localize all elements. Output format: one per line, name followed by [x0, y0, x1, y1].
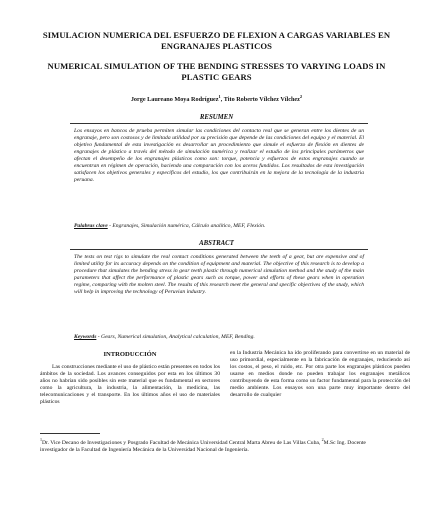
- author-2-footnote-mark: 2: [299, 94, 303, 99]
- keywords-list: - Gears, Numerical simulation, Analytical calculation, MEF, Bending.: [96, 334, 255, 340]
- abstract-heading: ABSTRACT: [199, 240, 234, 247]
- keywords: [74, 334, 364, 341]
- abstract-text: The tests on test rigs to simulate the real contact conditions generated between the teeth of a gear, but are expensive and of limited utility for its accuracy depends on the condition of equipment and material. The objective of this research is to develop a procedure that simulates the bending stress in gear teeth plastic through numerical simulation method and the study of the main parameters that affect the performance of plastic gears such as torque, power and efforts of these gears when in operation regime, comparing with the molten steel. The results of this research meet the general and specific objectives of the study, which will help in improving the technology of Peruvian industry.: [74, 254, 364, 296]
- footnote-divider: [40, 433, 100, 434]
- palabras-clave-label: Palabras clave: [74, 223, 108, 229]
- title-spanish: SIMULACION NUMERICA DEL ESFUERZO DE FLEXION A CARGAS VARIABLES EN ENGRANAJES PLASTICOS: [42, 30, 391, 51]
- footnote-1: Dr. Vice Decano de Investigaciones y Posgrado Facultad de Mecánica Universidad Central Marta Abreu de Las Villas Cuba,: [42, 439, 322, 446]
- footnote-2-mark: 2: [321, 437, 324, 442]
- keywords-label: Keywords: [74, 334, 97, 340]
- authors-line: [40, 93, 393, 104]
- abstract-divider: [70, 249, 368, 250]
- resumen-divider: [70, 123, 368, 124]
- intro-left-column: Las construcciones mediante el uso de plástico están presentes en todos los ámbitos de la sociedad. Los avances conseguidos por esta en los últimos 30 años no habrían sido posibles sin este material que es fundamental en sectores como la agricultura, la industria, la alimentación, la medicina, las telecomunicaciones y el transporte. En los últimos años el uso de materiales plásticos: [40, 364, 220, 406]
- footnote-2: M.Sc Ing. Docente investigador de la Facultad de Ingeniería Mecánica de la Universidad Nacional de Ingeniería.: [40, 439, 366, 453]
- palabras-clave: [74, 223, 364, 230]
- footnotes: [40, 436, 393, 454]
- author-separator: ,: [220, 96, 224, 104]
- palabras-clave-list: - Engranajes, Simulación numérica, Cálculo analítico, MEF, Flexión.: [107, 223, 266, 229]
- intro-right-column: en la Industria Mecánica ha ido proliferando para convertirse en un material de uso primordial, especialmente en la fabricación de engranajes, reduciendo así los costos, el peso, el ruido, etc. Por otra parte los engranajes plásticos pueden usarse en medios donde no pueden trabajar los engranajes metálicos contribuyendo de esta forma como un factor fundamental para la protección del medio ambiente. Los ensayos son una parte muy importante dentro del desarrollo de cualquier: [230, 350, 410, 399]
- footnote-1-mark: 1: [40, 437, 42, 442]
- author-1: Jorge Laureano Moya Rodríguez: [130, 96, 219, 104]
- resumen-text: Los ensayos en bancos de prueba permiten simular las condiciones del contacto real que se generan entre los dientes de un engranaje, pero son costosos y de limitada utilidad por su precisión que depende de las condiciones del equipo y el material. El objetivo fundamental de esta investigación es desarrollar un procedimiento que simule el esfuerzo de flexión en dientes de engranajes de plástico a través del método de simulación numérica y realizar el estudio de los principales parámetros que afectan el desempeño de los engranajes plásticos como son: torque, potencia y esfuerzos de estos engranajes cuando se encuentran en régimen de operación, haciendo una comparación con los aceros fundidos. Los resultados de esta investigación satisfacen los objetivos generales y específicos del estudio, los que contribuirán en la mejora de la tecnología de la industria peruana.: [74, 128, 364, 184]
- author-1-footnote-mark: 1: [218, 94, 221, 99]
- introduccion-heading: INTRODUCCIÓN: [103, 351, 157, 358]
- author-2: Tito Roberto Vílchez Vílchez: [223, 96, 300, 104]
- title-english: NUMERICAL SIMULATION OF THE BENDING STRESSES TO VARYING LOADS IN PLASTIC GEARS: [47, 61, 386, 82]
- resumen-heading: RESUMEN: [199, 114, 234, 121]
